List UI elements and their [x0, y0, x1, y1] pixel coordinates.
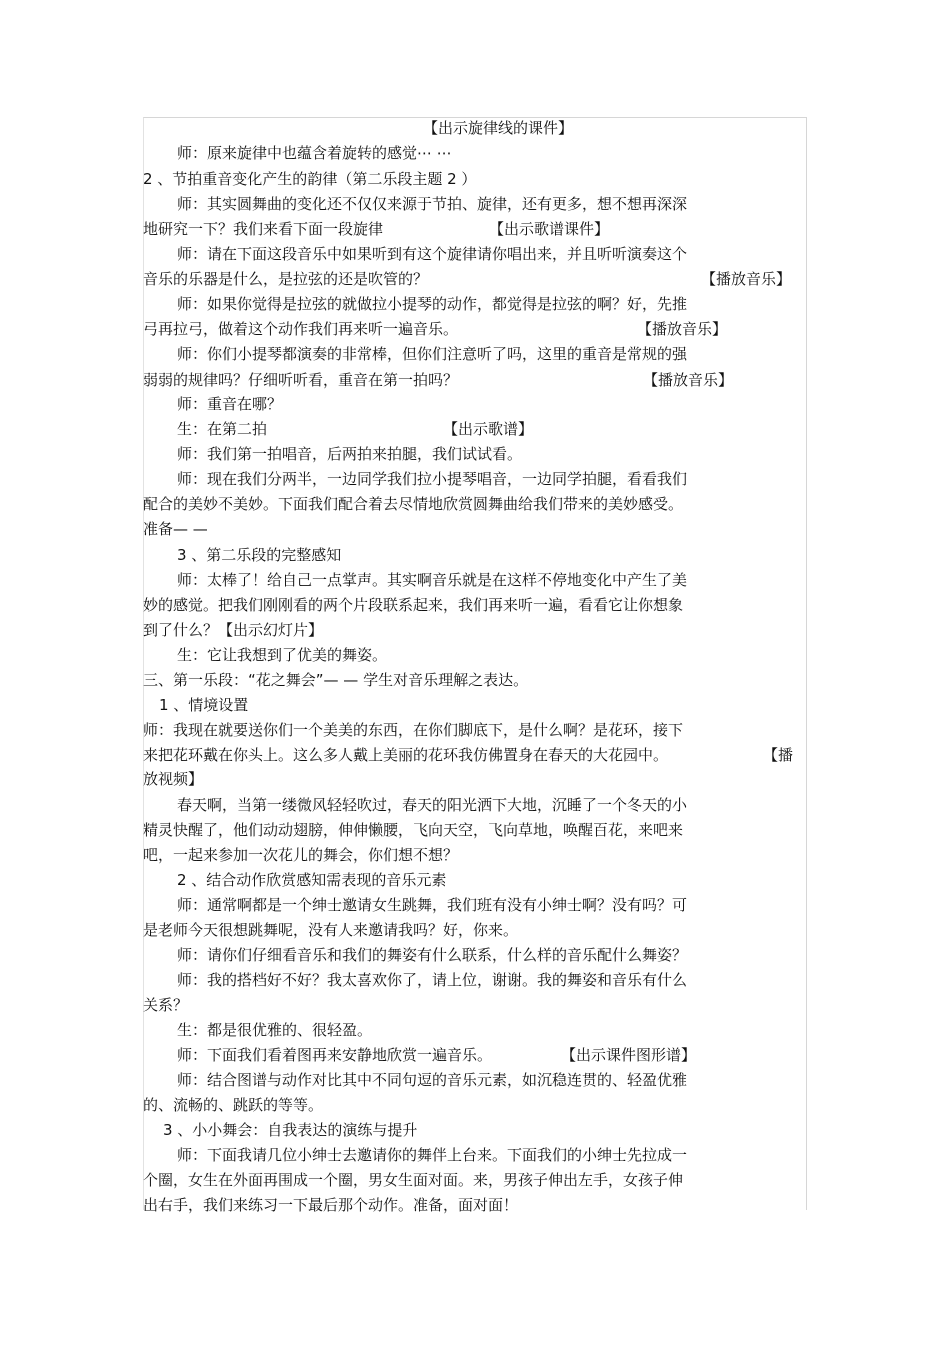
line-text: 到了什么？【出示幻灯片】	[143, 621, 324, 639]
section-heading: 3 、小小舞会：自我表达的演练与提升	[163, 1121, 418, 1139]
line-text: 精灵快醒了，他们动动翅膀，伸伸懒腰，飞向天空，飞向草地，唤醒百花，来吧来	[143, 821, 684, 839]
section-heading: 2 、节拍重音变化产生的韵律（第二乐段主题 2 ）	[143, 170, 477, 188]
line-annotation: 【播放音乐】	[701, 270, 792, 288]
line-text: 生：都是很优雅的、很轻盈。	[177, 1021, 373, 1039]
line-text: 配合的美妙不美妙。下面我们配合着去尽情地欣赏圆舞曲给我们带来的美妙感受。	[143, 495, 684, 513]
line-text: 生：在第二拍	[177, 420, 268, 438]
line-text: 地研究一下？我们来看下面一段旋律	[143, 220, 384, 238]
line-annotation: 【播放音乐】	[637, 320, 728, 338]
section-heading: 三、第一乐段：“花之舞会”— — 学生对音乐理解之表达。	[143, 671, 529, 689]
line-text: 出右手，我们来练习一下最后那个动作。准备，面对面！	[143, 1196, 519, 1214]
line-courseware-melody: 【出示旋律线的课件】	[423, 119, 574, 137]
line-text: 师：现在我们分两半，一边同学我们拉小提琴唱音，一边同学拍腿，看看我们	[177, 470, 688, 488]
line-text: 是老师今天很想跳舞呢，没有人来邀请我吗？好，你来。	[143, 921, 519, 939]
line-text: 春天啊，当第一缕微风轻轻吹过，春天的阳光洒下大地，沉睡了一个冬天的小	[177, 796, 688, 814]
line-text: 音乐的乐器是什么，是拉弦的还是吹管的？	[143, 270, 429, 288]
line-text: 师：我们第一拍唱音，后两拍来拍腿，我们试试看。	[177, 445, 523, 463]
line-text: 师：你们小提琴都演奏的非常棒，但你们注意听了吗，这里的重音是常规的强	[177, 345, 688, 363]
line-text: 来把花环戴在你头上。这么多人戴上美丽的花环我仿佛置身在春天的大花园中。	[143, 746, 669, 764]
line-text: 师：我的搭档好不好？我太喜欢你了，请上位，谢谢。我的舞姿和音乐有什么	[177, 971, 688, 989]
line-text: 师：我现在就要送你们一个美美的东西，在你们脚底下，是什么啊？是花环，接下	[143, 721, 684, 739]
line-text: 师：下面我们看着图再来安静地欣赏一遍音乐。	[177, 1046, 493, 1064]
line-text: 师：下面我请几位小绅士去邀请你的舞伴上台来。下面我们的小绅士先拉成一	[177, 1146, 688, 1164]
line-annotation: 【出示歌谱】	[443, 420, 534, 438]
line-annotation: 【出示歌谱课件】	[489, 220, 610, 238]
line-text: 个圈，女生在外面再围成一个圈，男女生面对面。来，男孩子伸出左手，女孩子伸	[143, 1171, 684, 1189]
line-text: 师：通常啊都是一个绅士邀请女生跳舞，我们班有没有小绅士啊？没有吗？可	[177, 896, 688, 914]
line-annotation: 【播	[763, 746, 794, 764]
line-text: 师：请你们仔细看音乐和我们的舞姿有什么联系，什么样的音乐配什么舞姿？	[177, 946, 688, 964]
line-text: 师：原来旋律中也蕴含着旋转的感觉⋯ ⋯	[177, 144, 452, 162]
line-text: 师：其实圆舞曲的变化还不仅仅来源于节拍、旋律，还有更多，想不想再深深	[177, 195, 688, 213]
line-text: 妙的感觉。把我们刚刚看的两个片段联系起来，我们再来听一遍，看看它让你想象	[143, 596, 684, 614]
line-text: 师：如果你觉得是拉弦的就做拉小提琴的动作，都觉得是拉弦的啊？好，先推	[177, 295, 688, 313]
line-text: 生：它让我想到了优美的舞姿。	[177, 646, 388, 664]
line-text: 师：请在下面这段音乐中如果听到有这个旋律请你唱出来，并且听听演奏这个	[177, 245, 688, 263]
line-text: 吧，一起来参加一次花儿的舞会，你们想不想？	[143, 846, 459, 864]
line-text: 关系？	[143, 996, 189, 1014]
line-annotation: 【出示课件图形谱】	[561, 1046, 697, 1064]
line-text: 放视频】	[143, 770, 204, 788]
line-text: 师：结合图谱与动作对比其中不同句逗的音乐元素，如沉稳连贯的、轻盈优雅	[177, 1071, 688, 1089]
line-text: 弱弱的规律吗？仔细听听看，重音在第一拍吗？	[143, 371, 459, 389]
line-text: 准备— —	[143, 520, 208, 538]
line-text: 师：太棒了！给自己一点掌声。其实啊音乐就是在这样不停地变化中产生了美	[177, 571, 688, 589]
line-text: 的、流畅的、跳跃的等等。	[143, 1096, 324, 1114]
line-text: 弓再拉弓，做着这个动作我们再来听一遍音乐。	[143, 320, 459, 338]
line-text: 师：重音在哪？	[177, 395, 283, 413]
section-heading: 1 、情境设置	[159, 696, 249, 714]
line-annotation: 【播放音乐】	[643, 371, 734, 389]
section-heading: 3 、第二乐段的完整感知	[177, 546, 342, 564]
section-heading: 2 、结合动作欣赏感知需表现的音乐元素	[177, 871, 447, 889]
